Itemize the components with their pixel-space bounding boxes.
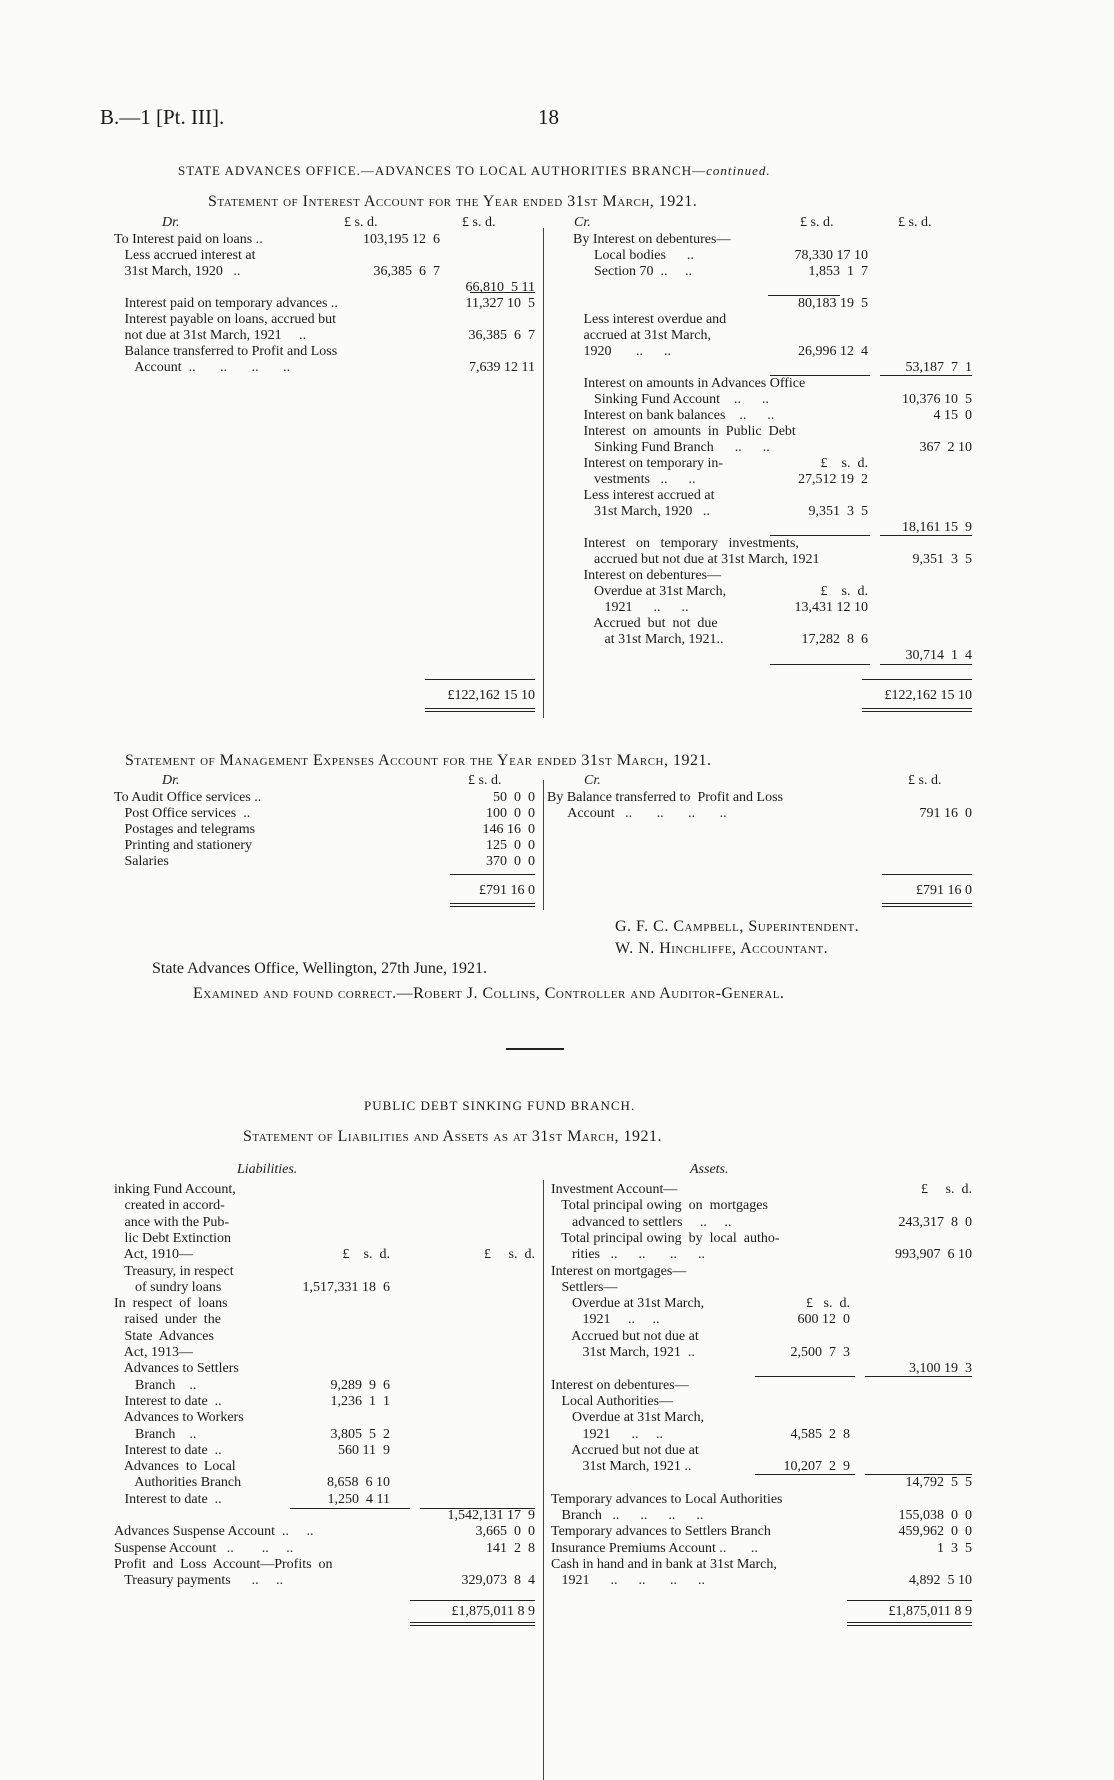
ledger-label: Less interest accrued at: [573, 488, 715, 503]
ledger-label: of sundry loans: [114, 1279, 222, 1295]
ledger-label: Account .. .. .. ..: [547, 806, 727, 821]
ledger-amount: 367 2 10: [919, 440, 972, 455]
ledger-label: Post Office services ..: [114, 806, 251, 821]
ledger-label: Interest on temporary in-: [573, 456, 724, 471]
ledger-amount: 4,892 5 10: [909, 1573, 972, 1589]
ledger-amount: 243,317 8 0: [898, 1214, 972, 1230]
ledger-amount: 146 16 0: [482, 822, 535, 837]
ledger-label: Local Authorities—: [551, 1393, 674, 1409]
ledger-label: Treasury, in respect: [114, 1263, 234, 1279]
ledger-amount: 3,100 19 3: [909, 1361, 972, 1377]
signature-accountant: W. N. Hinchliffe, Accountant.: [615, 940, 829, 957]
ledger-amount: 155,038 0 0: [898, 1508, 972, 1523]
interest-account-title: Statement of Interest Account for the Year ended 31st March, 1921.: [208, 193, 698, 210]
rule: [882, 874, 972, 875]
rule: [862, 711, 972, 712]
ledger-amount: 103,195 12 6: [363, 232, 440, 247]
ledger-label: Interest to date ..: [114, 1393, 222, 1409]
rule: [425, 711, 535, 712]
ledger-amount: 18,161 15 9: [902, 520, 972, 535]
ledger-label: Sinking Fund Branch .. ..: [573, 440, 770, 455]
ledger-label: Overdue at 31st March,: [573, 584, 727, 599]
rule: [755, 1474, 855, 1475]
ledger-amount: 141 2 8: [486, 1540, 535, 1556]
lsd-header: £ s. d.: [468, 773, 502, 788]
rule: [425, 679, 535, 680]
ledger-label: Overdue at 31st March,: [551, 1410, 705, 1426]
ledger-amount: 791 16 0: [919, 806, 972, 821]
ledger-amount: 26,996 12 4: [798, 344, 868, 359]
ledger-amount: 1,853 1 7: [808, 264, 868, 279]
dr-lsd-header-2: £ s. d.: [462, 215, 496, 230]
rule: [847, 1625, 972, 1626]
ledger-amount: 1 3 5: [937, 1540, 972, 1556]
ledger-label: Advances to Local: [114, 1459, 236, 1475]
examined-statement: Examined and found correct.—Robert J. Collins, Controller and Auditor-General.: [193, 985, 785, 1002]
ledger-label: To Audit Office services ..: [114, 790, 262, 805]
ledger-amount: 30,714 1 4: [905, 648, 972, 663]
ledger-label: Investment Account—: [551, 1182, 678, 1197]
ledger-amount: 3,665 0 0: [475, 1524, 535, 1540]
ledger-label: Interest on amounts in Public Debt: [573, 424, 796, 439]
ledger-amount: 459,962 0 0: [898, 1524, 972, 1540]
ledger-label: 31st March, 1921 ..: [551, 1459, 692, 1475]
page-number: 18: [538, 105, 559, 129]
ledger-amount: £ s. d.: [342, 1247, 390, 1263]
ledger-label: Branch ..: [114, 1426, 197, 1442]
lsd-header: £ s. d.: [908, 773, 942, 788]
ledger-label: Less interest overdue and: [573, 312, 727, 327]
ledger-label: Less accrued interest at: [114, 248, 256, 263]
liabilities-total: £1,875,011 8 9: [451, 1604, 535, 1619]
ledger-label: lic Debt Extinction: [114, 1230, 232, 1246]
ledger-label: Advances to Workers: [114, 1410, 244, 1426]
dr-lsd-header-1: £ s. d.: [344, 215, 378, 230]
ledger-amount: 9,289 9 6: [330, 1377, 390, 1393]
ledger-label: 31st March, 1921 ..: [551, 1345, 695, 1360]
rule: [290, 1508, 410, 1509]
rule: [770, 664, 870, 665]
ledger-amount: 1,517,331 18 6: [302, 1279, 390, 1295]
ledger-amount: 13,431 12 10: [794, 600, 868, 615]
ledger-label: Interest on debentures—: [573, 568, 722, 583]
liabilities-assets-title: Statement of Liabilities and Assets as at 31st March, 1921.: [243, 1128, 663, 1145]
rule: [768, 295, 840, 296]
cr-label: Cr.: [574, 215, 591, 230]
cr-label: Cr.: [584, 773, 601, 788]
ledger-amount: 10,376 10 5: [902, 392, 972, 407]
ledger-amount: £ s. d.: [921, 1182, 972, 1197]
ledger-label: 1921 .. ..: [573, 600, 689, 615]
ledger-label: Salaries: [114, 854, 169, 869]
ledger-label: Interest to date ..: [114, 1442, 222, 1458]
signature-superintendent: G. F. C. Campbell, Superintendent.: [615, 918, 860, 935]
ledger-label: Interest to date ..: [114, 1491, 222, 1507]
ledger-label: Insurance Premiums Account .. ..: [551, 1540, 758, 1556]
ledger-label: 1920 .. ..: [573, 344, 671, 359]
ledger-label: accrued at 31st March,: [573, 328, 711, 343]
ledger-label: ance with the Pub-: [114, 1214, 230, 1230]
ledger-label: Interest on amounts in Advances Office: [573, 376, 806, 391]
ledger-label: Accrued but not due: [573, 616, 718, 631]
ledger-amount: 329,073 8 4: [461, 1573, 535, 1589]
ledger-label: Local bodies ..: [573, 248, 694, 263]
dr-total: £122,162 15 10: [447, 688, 535, 703]
ledger-amount: 27,512 19 2: [798, 472, 868, 487]
dr-total: £791 16 0: [479, 883, 535, 898]
ledger-amount: 53,187 7 1: [905, 360, 972, 375]
ledger-label: Accrued but not due at: [551, 1442, 699, 1458]
ledger-label: Postages and telegrams: [114, 822, 256, 837]
rule: [450, 874, 535, 875]
section-title: STATE ADVANCES OFFICE.—ADVANCES TO LOCAL AUTHORITIES BRANCH—continued.: [178, 163, 771, 178]
ledger-amount: 4 15 0: [933, 408, 972, 423]
ledger-amount: 8,658 6 10: [327, 1475, 390, 1491]
ledger-amount: 80,183 19 5: [798, 296, 868, 311]
rule: [425, 708, 535, 709]
rule: [450, 903, 535, 904]
ledger-label: at 31st March, 1921..: [573, 632, 724, 647]
ledger-amount: 4,585 2 8: [790, 1426, 850, 1442]
ledger-label: Total principal owing by local autho-: [551, 1230, 780, 1246]
rule: [770, 375, 870, 376]
rule: [880, 535, 972, 536]
ledger-label: Interest on temporary investments,: [573, 536, 799, 551]
ledger-amount: 1,250 4 11: [327, 1491, 390, 1507]
ledger-label: 1921 .. ..: [551, 1426, 663, 1442]
ledger-label: By Balance transferred to Profit and Loss: [547, 790, 783, 805]
cr-total: £122,162 15 10: [884, 688, 972, 703]
separator: [506, 1048, 564, 1050]
column-divider: [543, 1180, 544, 1780]
ledger-label: Section 70 .. ..: [573, 264, 692, 279]
rule: [770, 535, 870, 536]
ledger-label: Interest on mortgages—: [551, 1263, 687, 1279]
rule: [847, 1622, 972, 1623]
ledger-label: Branch .. .. .. ..: [551, 1508, 704, 1523]
ledger-label: 31st March, 1920 ..: [573, 504, 710, 519]
ledger-label: Interest on debentures—: [551, 1377, 689, 1393]
rule: [880, 375, 972, 376]
ledger-label: Settlers—: [551, 1279, 618, 1295]
ledger-amount: 993,907 6 10: [895, 1247, 972, 1263]
rule: [410, 1622, 535, 1623]
rule: [420, 1508, 535, 1509]
dr-label: Dr.: [162, 773, 180, 788]
ledger-label: not due at 31st March, 1921 ..: [114, 328, 307, 343]
ledger-label: Account .. .. .. ..: [114, 360, 291, 375]
ledger-label: Printing and stationery: [114, 838, 253, 853]
rule: [755, 1376, 855, 1377]
ledger-label: Interest paid on temporary advances ..: [114, 296, 338, 311]
rule: [865, 1376, 972, 1377]
ledger-label: Branch ..: [114, 1377, 197, 1393]
assets-total: £1,875,011 8 9: [888, 1604, 972, 1619]
ledger-label: created in accord-: [114, 1198, 225, 1214]
ledger-label: Profit and Loss Account—Profits on: [114, 1556, 333, 1572]
ledger-amount: 100 0 0: [486, 806, 535, 821]
ledger-label: Accrued but not due at: [551, 1328, 699, 1344]
ledger-label: Temporary advances to Settlers Branch: [551, 1524, 771, 1540]
ledger-label: By Interest on debentures—: [573, 232, 731, 247]
rule: [865, 1474, 972, 1475]
cr-lsd-header-2: £ s. d.: [898, 215, 932, 230]
ledger-label: Interest payable on loans, accrued but: [114, 312, 336, 327]
rule: [880, 664, 972, 665]
ledger-amount: £ s. d.: [806, 1296, 850, 1312]
ledger-label: inking Fund Account,: [114, 1182, 236, 1197]
ledger-label: Advances Suspense Account .. ..: [114, 1524, 314, 1540]
ledger-amount: 36,385 6 7: [468, 328, 535, 343]
ledger-amount: £ s. d.: [484, 1247, 535, 1263]
ledger-amount: 9,351 3 5: [808, 504, 868, 519]
ledger-amount: 125 0 0: [486, 838, 535, 853]
ledger-amount: 560 11 9: [338, 1442, 390, 1458]
document-reference: B.—1 [Pt. III].: [100, 105, 225, 129]
ledger-label: 31st March, 1920 ..: [114, 264, 241, 279]
rule: [410, 1600, 535, 1601]
ledger-amount: 36,385 6 7: [373, 264, 440, 279]
management-expenses-title: Statement of Management Expenses Account for the Year ended 31st March, 1921.: [125, 752, 712, 769]
ledger-label: 1921 .. ..: [551, 1312, 660, 1328]
ledger-label: Suspense Account .. .. ..: [114, 1540, 294, 1556]
ledger-amount: 600 12 0: [797, 1312, 850, 1328]
ledger-label: Balance transferred to Profit and Loss: [114, 344, 338, 359]
ledger-amount: 9,351 3 5: [912, 552, 972, 567]
ledger-label: Interest on bank balances .. ..: [573, 408, 775, 423]
ledger-label: advanced to settlers .. ..: [551, 1214, 732, 1230]
ledger-amount: 66,810 5 11: [465, 280, 535, 295]
rule: [862, 679, 972, 680]
ledger-label: Treasury payments .. ..: [114, 1573, 284, 1589]
cr-lsd-header-1: £ s. d.: [800, 215, 834, 230]
ledger-label: In respect of loans: [114, 1296, 228, 1312]
ledger-amount: 50 0 0: [493, 790, 535, 805]
ledger-amount: 3,805 5 2: [330, 1426, 390, 1442]
rule: [847, 1600, 972, 1601]
ledger-label: vestments .. ..: [573, 472, 696, 487]
ledger-label: Temporary advances to Local Authorities: [551, 1491, 783, 1507]
liabilities-label: Liabilities.: [237, 1162, 298, 1177]
ledger-amount: 1,236 1 1: [330, 1393, 390, 1409]
ledger-label: To Interest paid on loans ..: [114, 232, 263, 247]
ledger-amount: 7,639 12 11: [469, 360, 535, 375]
column-divider: [543, 780, 544, 910]
ledger-amount: £ s. d.: [820, 456, 868, 471]
ledger-label: Act, 1913—: [114, 1345, 193, 1360]
ledger-label: Authorities Branch: [114, 1475, 242, 1491]
rule: [882, 906, 972, 907]
ledger-label: Overdue at 31st March,: [551, 1296, 705, 1312]
ledger-label: Act, 1910—: [114, 1247, 193, 1263]
ledger-amount: 17,282 8 6: [801, 632, 868, 647]
ledger-label: Advances to Settlers: [114, 1361, 239, 1377]
ledger-label: accrued but not due at 31st March, 1921: [573, 552, 820, 567]
ledger-amount: 2,500 7 3: [790, 1345, 850, 1360]
ledger-amount: 78,330 17 10: [794, 248, 868, 263]
cr-total: £791 16 0: [916, 883, 972, 898]
ledger-label: State Advances: [114, 1328, 214, 1344]
ledger-amount: 10,207 2 9: [783, 1459, 850, 1475]
ledger-amount: 14,792 5 5: [905, 1475, 972, 1491]
ledger-label: Sinking Fund Account .. ..: [573, 392, 770, 407]
section-title: PUBLIC DEBT SINKING FUND BRANCH.: [364, 1098, 636, 1113]
place-date: State Advances Office, Wellington, 27th June, 1921.: [152, 960, 487, 977]
ledger-amount: £ s. d.: [820, 584, 868, 599]
ledger-amount: 370 0 0: [486, 854, 535, 869]
rule: [882, 903, 972, 904]
ledger-label: Total principal owing on mortgages: [551, 1198, 768, 1214]
ledger-label: rities .. .. .. ..: [551, 1247, 705, 1263]
rule: [450, 906, 535, 907]
assets-label: Assets.: [690, 1162, 729, 1177]
dr-label: Dr.: [162, 215, 180, 230]
ledger-label: 1921 .. .. .. ..: [551, 1573, 705, 1589]
rule: [862, 708, 972, 709]
ledger-label: Cash in hand and in bank at 31st March,: [551, 1556, 777, 1572]
ledger-amount: 11,327 10 5: [465, 296, 535, 311]
rule: [470, 292, 535, 293]
ledger-label: raised under the: [114, 1312, 221, 1328]
ledger-amount: 1,542,131 17 9: [447, 1508, 535, 1523]
rule: [410, 1625, 535, 1626]
column-divider: [543, 228, 544, 718]
